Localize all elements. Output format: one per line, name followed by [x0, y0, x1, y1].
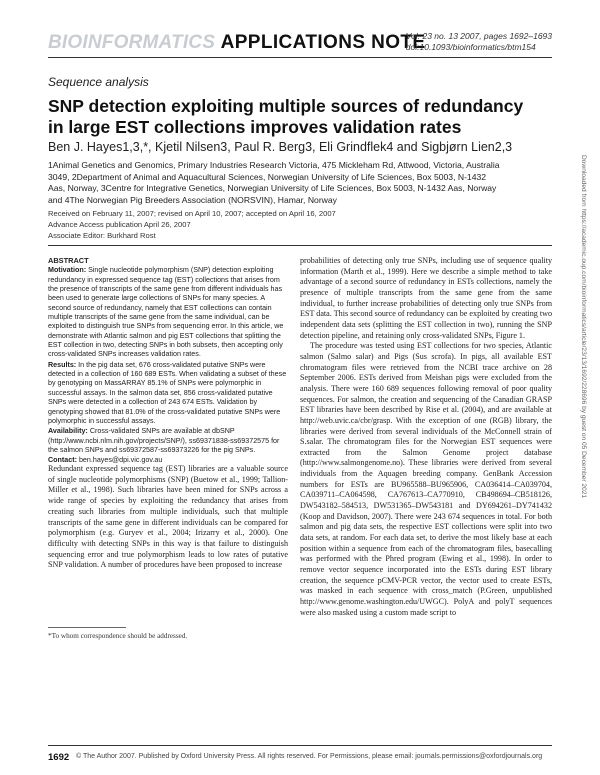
footnote: *To whom correspondence should be addressed.: [48, 632, 188, 640]
doi: doi:10.1093/bioinformatics/btm154: [405, 42, 536, 52]
body-column-2: [300, 256, 552, 618]
title-line-1: SNP detection exploiting multiple sources of redundancy: [48, 96, 524, 116]
download-watermark-text: Downloaded from https://academic.oup.com/bioinformatics/article/23/13/1692/228696 by guest on 05 December 2021: [580, 155, 587, 499]
volume-info: [406, 31, 552, 53]
contact-email: ben.hayes@dpi.vic.gov.au: [78, 456, 163, 465]
header-rule: [48, 57, 552, 58]
availability-label: Availability:: [48, 427, 88, 436]
received-dates: Received on February 11, 2007; revised on April 10, 2007; accepted on April 16, 2007: [48, 209, 336, 218]
article-title: [48, 96, 552, 138]
journal-name-part1: BIOINFORMATICS: [48, 32, 216, 53]
title-line-2: in large EST collections improves validation rates: [48, 117, 462, 137]
publication-dates: [48, 208, 336, 241]
affiliation-line: and 4The Norwegian Pig Breeders Association (NORSVIN), Hamar, Norway: [48, 194, 337, 205]
abstract: [48, 256, 288, 467]
associate-editor: Associate Editor: Burkhard Rost: [48, 231, 156, 240]
results-label: Results:: [48, 360, 77, 369]
abstract-availability: [48, 427, 288, 455]
advance-access: Advance Access publication April 26, 2007: [48, 220, 191, 229]
download-watermark: [580, 155, 595, 625]
affiliation-line: 3049, 2Department of Animal and Aquacultural Sciences, Norwegian University of Life Sciences, Box 5003, N-1432: [48, 171, 487, 182]
volume-pages: Vol. 23 no. 13 2007, pages 1692–1693: [405, 31, 552, 41]
body-paragraph-1: probabilities of detecting only true SNPs, including use of sequence quality information (Marth et al., 1999). Here we describe a simple method to take advantage of a second source of redundancy in ESTs collections, namely the presence of multiple transcripts from the same gene from the same individual, to further increase probabilities of detecting only true SNPs from EST data. This second source of redundancy can be exploited by creating two independent data sets (splitting the EST collection in two), running the SNP detection pipeline, and retaining only cross-validated SNPs, Figure 1.: [300, 256, 552, 340]
abstract-motivation: [48, 266, 288, 359]
journal-name-part2: APPLICATIONS NOTE: [220, 32, 426, 53]
page-number: 1692: [48, 752, 70, 763]
body-column-1: [48, 464, 288, 571]
contact-label: Contact:: [48, 456, 77, 465]
author-list: Ben J. Hayes1,3,*, Kjetil Nilsen3, Paul R. Berg3, Eli Grindflek4 and Sigbjørn Lien2,3: [48, 140, 513, 154]
motivation-label: Motivation:: [48, 266, 87, 275]
affiliations: [48, 160, 558, 206]
affiliation-line: 1Animal Genetics and Genomics, Primary Industries Research Victoria, 475 Mickleham Rd, Attwood, Victoria, Australia: [48, 160, 500, 170]
affiliation-line: Aas, Norway, 3Centre for Integrative Genetics, Norwegian University of Life Sciences, Box 5003, N-1432 Aas, Norway: [48, 183, 497, 194]
body-paragraph-2: The procedure was tested using EST collections for two species, Atlantic salmon (Salmo salar) and Pigs (Sus scrofa). In pigs, all available EST chromatogram files were retrieved from the NCBI trace archive on 28 September 2006. ESTs derived from Meishan pigs were excluded from the analysis. There were 160 689 sequences following removal of poor quality sequences. For salmon, the creation and sequencing of the Canadian GRASP EST libraries have been described by Rise et al. (2004), and are available at http://web.uvic.ca/cbr/grasp. With the exception of one (RGB) library, the libraries were derived from several individuals of the McConnell strain of S.salar. The chromatogram files for the Norwegian EST sequences were extracted from the Salmon Genome project database (http://www.salmongenome.no). These libraries were derived from several individuals from the Aquagen breeding company. GenBank Accession numbers for ESTs are BU965588–BU965906, CA036414–CA039704, CA039711–CA064598, CA767613–CA770910, CB498694–CB518126, DW543182–584513, DW531365–DW543181 and DY694261–DY741432 (Koop and Davidson, 2007). There were 243 674 sequences in total. For both salmon and pig data sets, the respective EST collections were split into two data sets, at random. For each data set, to derive the most likely base at each position within a sequence from each of the chromatogram files, basecalling was performed with the Phred program (Ewing et al., 1998). In order to remove vector sequence incorporated into the ESTs during EST library creation, the sequence pCMV-PCR vector, the vector used to create ESTs, was masked in each sequence with cross_match (P.Green, unpublished http://www.genome.washington.edu/UWGC). PolyA and polyT sequences were also masked using a custom made script to: [300, 341, 552, 617]
footer-rule: [48, 745, 552, 746]
abstract-heading: ABSTRACT: [48, 256, 89, 265]
abstract-results: [48, 361, 288, 426]
section-label: Sequence analysis: [48, 75, 149, 89]
motivation-text: Single nucleotide polymorphism (SNP) detection exploiting redundancy in expressed sequence tag (EST) collections that arises from the presence of transcripts of the same gene from different individuals has been used to generate large collections of SNPs for many species. A second source of redundancy, namely that EST collections can contain multiple transcripts of the same gene from the same individual, can be exploited to distinguish true SNPs from sequencing error. In this article, we demonstrate with Atlantic salmon and pig EST collections that splitting the EST collection in two, detecting SNPs in both subsets, then accepting only cross-validated SNPs increases validation rates.: [48, 266, 284, 359]
intro-paragraph: Redundant expressed sequence tag (EST) libraries are a valuable source of single nucleotide polymorphisms (SNP) (Buetow et al., 1999; Tallion-Miller et al., 1998). Such libraries have been mined for SNPs across a wide range of species by exploiting the redundancy that arises from creating such libraries from multiple individuals, such that multiple transcripts of the same gene in different individuals can be compared for polymorphism (e.g. Guryev et al., 2004; Irizarry et al., 2000). One difficulty with detecting SNPs in this way is that failure to distinguish sequencing error and true polymorphism leads to low rates of putative SNP validation. A number of procedures have been proposed to increase: [48, 464, 288, 570]
dates-rule: [48, 245, 552, 246]
results-text: In the pig data set, 676 cross-validated putative SNPs were detected in a collection of 160 689 ESTs. When validating a subset of these by genotyping on MassARRAY 85.1% of SNPs were polymorphic in successful assays. In the salmon data set, 856 cross-validated putative SNPs were detected in a collection of 243 674 ESTs. Validation by genotyping showed that 81.0% of the cross-validated putative SNPs were polymorphic in successful assays.: [48, 360, 287, 425]
availability-text: Cross-validated SNPs are available at dbSNP (http://www.ncbi.nlm.nih.gov/projects/SNP/), ss69371838-ss69372575 for the salmon SNPs and ss69372587-ss69373226 for the pig SNPs.: [48, 427, 280, 454]
journal-name: [48, 32, 426, 54]
copyright-notice: © The Author 2007. Published by Oxford University Press. All rights reserved. For Permissions, please email: journals.permissions@oxfordjournals.org: [76, 753, 543, 760]
footnote-rule: [48, 627, 126, 628]
